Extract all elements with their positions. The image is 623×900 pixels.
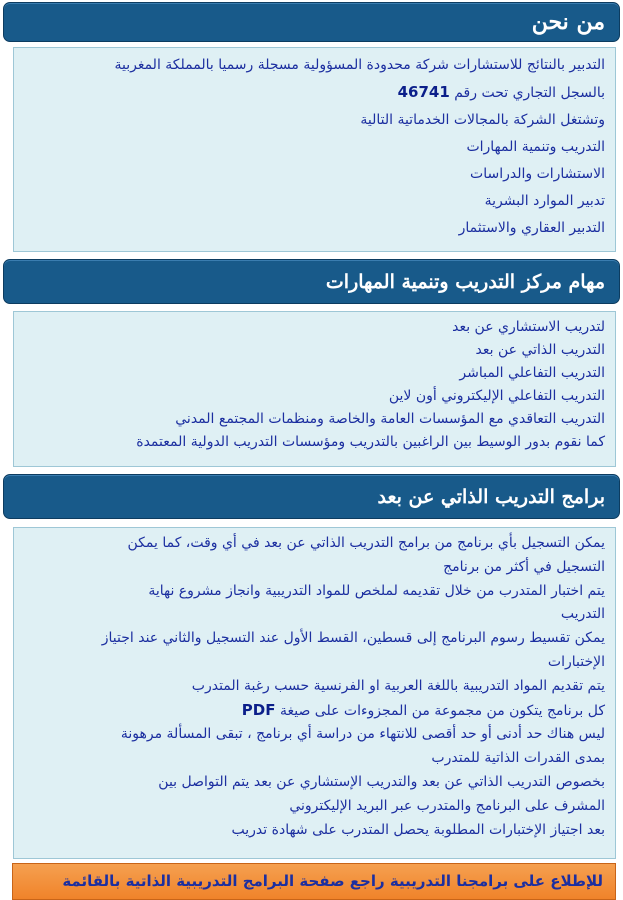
- text-line: التدريب الذاتي عن بعد: [475, 342, 605, 358]
- text-line: يتم تقديم المواد التدريبية باللغة العربية او الفرنسية حسب رغبة المتدرب: [191, 677, 605, 694]
- text-line: بخصوص التدريب الذاتي عن بعد والتدريب الإستشاري عن بعد يتم التواصل بين: [158, 773, 605, 790]
- format-label: PDF: [241, 700, 276, 719]
- text-line: التدريب وتنمية المهارات: [466, 139, 605, 155]
- programs-panel: [13, 527, 616, 859]
- text-line: يتم اختبار المتدرب من خلال تقديمه لملخص للمواد التدريبية وانجاز مشروع نهاية: [148, 582, 605, 599]
- section-title-missions: [3, 259, 620, 304]
- text-line: يمكن تقسيط رسوم البرنامج إلى قسطين، القسط الأول عند التسجيل والثاني عند اجتياز: [101, 630, 605, 647]
- text-line: وتشتغل الشركة بالمجالات الخدماتية التالية: [360, 112, 605, 128]
- text-line: التدريب التعاقدي مع المؤسسات العامة والخاصة ومنظمات المجتمع المدني: [175, 411, 605, 427]
- text-line: [20, 79, 605, 107]
- text-line: بعد اجتياز الإختبارات المطلوبة يحصل المتدرب على شهادة تدريب: [231, 821, 605, 838]
- text-line: كما نقوم بدور الوسيط بين الراغبين بالتدريب ومؤسسات التدريب الدولية المعتمدة: [136, 434, 605, 450]
- missions-panel: [13, 311, 616, 467]
- registration-number: 46741: [397, 83, 450, 101]
- text-line: بمدى القدرات الذاتية للمتدرب: [431, 750, 605, 767]
- text-line: المشرف على البرنامج والمتدرب عبر البريد الإليكتروني: [289, 797, 605, 814]
- section-title-text: برامج التدريب الذاتي عن بعد: [377, 485, 605, 508]
- section-title-text: من نحن: [531, 9, 605, 35]
- text-line: التسجيل في أكثر من برنامج: [443, 558, 605, 575]
- about-panel: [13, 47, 616, 252]
- text-line: ليس هناك حد أدنى أو حد أقصى للانتهاء من دراسة أي برنامج ، تبقى المسألة مرهونة: [120, 726, 605, 743]
- text-line: التدبير العقاري والاستثمار: [458, 220, 605, 236]
- text-line: الاستشارات والدراسات: [470, 166, 605, 182]
- text-line: لتدريب الاستشاري عن بعد: [452, 319, 605, 335]
- section-title-text: مهام مركز التدريب وتنمية المهارات: [325, 270, 605, 293]
- text-line: [20, 699, 605, 724]
- section-title-programs: [3, 474, 620, 519]
- format-text: كل برنامج يتكون من مجموعة من المجزوءات على صيغة: [279, 702, 605, 719]
- text-line: التدريب التفاعلي الإليكتروني أون لاين: [388, 388, 605, 404]
- registration-label: بالسجل التجاري تحت رقم: [454, 85, 605, 101]
- text-line: التدريب التفاعلي المباشر: [459, 365, 605, 381]
- text-line: التدبير بالنتائج للاستشارات شركة محدودة المسؤولية مسجلة رسميا بالمملكة المغربية: [114, 57, 605, 73]
- text-line: التدريب: [560, 606, 605, 623]
- text-line: تدبير الموارد البشرية: [484, 193, 605, 209]
- text-line: الإختبارات: [547, 653, 605, 670]
- footer-banner: [12, 863, 616, 900]
- text-line: يمكن التسجيل بأي برنامج من برامج التدريب الذاتي عن بعد في أي وقت، كما يمكن: [127, 535, 605, 551]
- footer-text: للإطلاع على برامجنا التدريبية راجع صفحة البرامج التدريبية الذاتية بالقائمة: [62, 872, 603, 890]
- section-title-about: [3, 2, 620, 42]
